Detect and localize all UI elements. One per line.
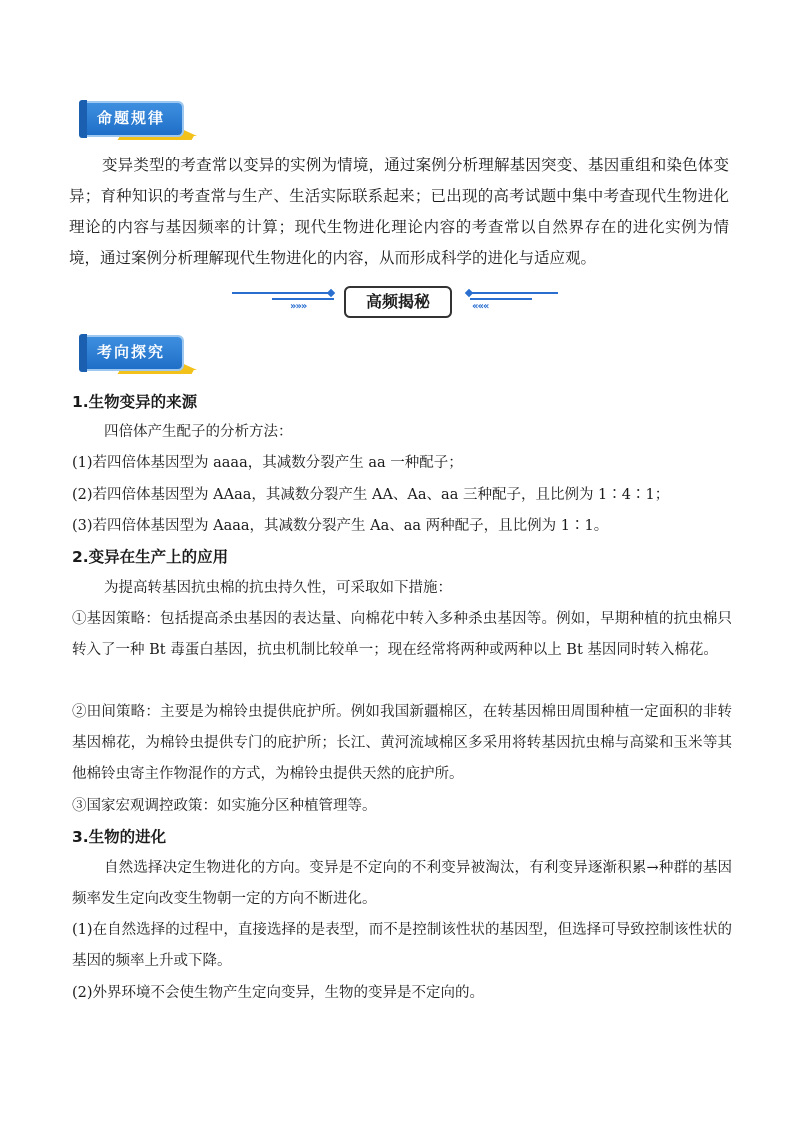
list-item: (1)若四倍体基因型为 aaaa，其减数分裂产生 aa 一种配子； (72, 455, 463, 471)
section-tab-exam-directions (79, 334, 199, 378)
list-item: (2)外界环境不会使生物产生定向变异，生物的变异是不定向的。 (72, 985, 485, 1001)
topic-lead: 为提高转基因抗虫棉的抗虫持久性，可采取如下措施： (104, 580, 452, 596)
banner-line-right-bottom (470, 298, 532, 300)
topic-heading: 1.生物变异的来源 (72, 393, 198, 411)
list-item: ③国家宏观调控政策：如实施分区种植管理等。 (72, 798, 377, 814)
banner-line-left-bottom (272, 298, 334, 300)
high-frequency-banner (232, 282, 562, 322)
topic-lead: 自然选择决定生物进化的方向。变异是不定向的不利变异被淘汰，有利变异逐渐积累→种群的基因频率发生定向改变生物朝一定的方向不断进化。 (72, 860, 732, 907)
intro-paragraph: 变异类型的考查常以变异的实例为情境，通过案例分析理解基因突变、基因重组和染色体变异；育种知识的考查常与生产、生活实际联系起来；已出现的高考试题中集中考查现代生物进化理论的内容与基因频率的计算；现代生物进化理论内容的考查常以自然界存在的进化实例为情境，通过案例分析理解现代生物进化的内容，从而形成科学的进化与适应观。 (69, 156, 729, 267)
tab-stripe (79, 100, 87, 138)
topic-heading: 2.变异在生产上的应用 (72, 548, 229, 566)
list-item: ①基因策略：包括提高杀虫基因的表达量、向棉花中转入多种杀虫基因等。例如，早期种植的抗虫棉只转入了一种 Bt 毒蛋白基因，抗虫机制比较单一；现在经常将两种或两种以上 Bt 基因同时转入棉花。 (72, 611, 732, 658)
topic-lead: 四倍体产生配子的分析方法： (104, 424, 293, 440)
banner-line-right-top (470, 292, 558, 294)
topic-heading: 3.生物的进化 (72, 828, 167, 846)
list-item: (2)若四倍体基因型为 AAaa，其减数分裂产生 AA、Aa、aa 三种配子，且比例为 1∶4∶1； (72, 487, 670, 503)
list-item: (1)在自然选择的过程中，直接选择的是表型，而不是控制该性状的基因型，但选择可导致控制该性状的基因的频率上升或下降。 (72, 922, 732, 969)
tab-stripe (79, 334, 87, 372)
banner-chevrons-left: »»» (290, 301, 307, 312)
banner-title: 高频揭秘 (344, 286, 452, 318)
banner-chevrons-right: ««« (472, 301, 489, 312)
list-item: ②田间策略：主要是为棉铃虫提供庇护所。例如我国新疆棉区，在转基因棉田周围种植一定面积的非转基因棉花，为棉铃虫提供专门的庇护所；长江、黄河流域棉区多采用将转基因抗虫棉与高粱和玉米等其他棉铃虫寄主作物混作的方式，为棉铃虫提供天然的庇护所。 (72, 704, 732, 782)
section-tab-proposition-rules (79, 100, 199, 144)
list-item: (3)若四倍体基因型为 Aaaa，其减数分裂产生 Aa、aa 两种配子，且比例为 1∶1。 (72, 518, 609, 534)
tab-label: 命题规律 (97, 109, 166, 127)
tab-label: 考向探究 (97, 343, 166, 361)
banner-line-left-top (232, 292, 332, 294)
banner-diamond-left (327, 289, 335, 297)
